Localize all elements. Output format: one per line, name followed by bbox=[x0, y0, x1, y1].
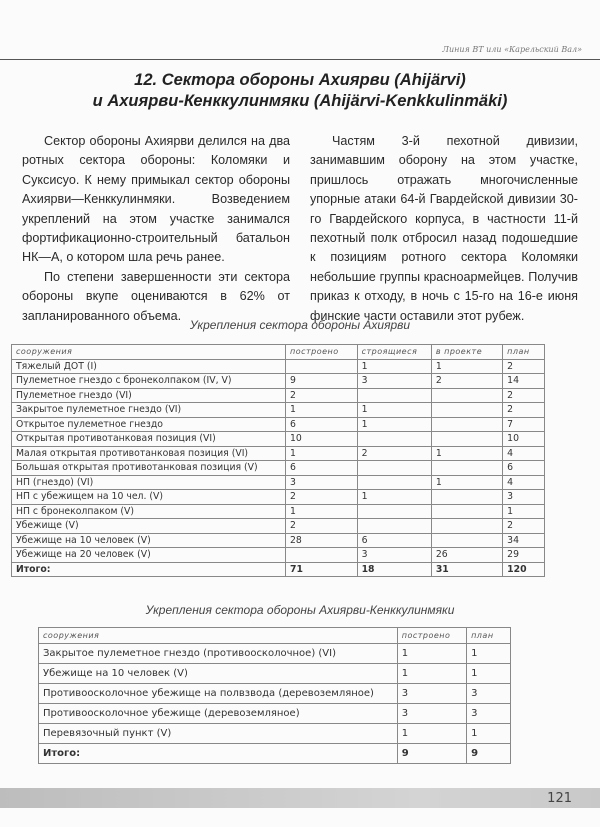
table-cell: 1 bbox=[467, 644, 511, 664]
table-cell: 6 bbox=[503, 461, 545, 476]
table-row bbox=[12, 533, 545, 548]
table-header-row bbox=[12, 345, 545, 360]
table-cell: 9 bbox=[285, 374, 357, 389]
table-cell: 3 bbox=[397, 704, 466, 724]
table1-caption: Укрепления сектора обороны Ахиярви bbox=[189, 318, 411, 332]
header-rule bbox=[0, 59, 600, 60]
table-cell: 1 bbox=[285, 504, 357, 519]
table-cell: НП с бронеколпаком (V) bbox=[12, 504, 286, 519]
table-cell: Большая открытая противотанковая позиция (V) bbox=[12, 461, 286, 476]
heading-line-2: и Ахиярви-Кенккулинмяки (Ahijärvi-Kenkkulinmäki) bbox=[92, 92, 508, 110]
table-cell bbox=[357, 519, 431, 534]
table-cell: 1 bbox=[357, 359, 431, 374]
table-row bbox=[12, 519, 545, 534]
table-cell: 10 bbox=[503, 432, 545, 447]
table-cell: Открытая противотанковая позиция (VI) bbox=[12, 432, 286, 447]
table-cell: 29 bbox=[503, 548, 545, 563]
table-row bbox=[12, 374, 545, 389]
table-cell: Итого: bbox=[39, 744, 398, 764]
table-row bbox=[12, 403, 545, 418]
table-cell: 14 bbox=[503, 374, 545, 389]
table-cell: 1 bbox=[467, 664, 511, 684]
table-cell: 10 bbox=[285, 432, 357, 447]
table-cell bbox=[357, 461, 431, 476]
table-cell: Убежище на 20 человек (V) bbox=[12, 548, 286, 563]
table-cell: 6 bbox=[285, 461, 357, 476]
table-cell bbox=[431, 533, 502, 548]
table-cell bbox=[357, 388, 431, 403]
table-cell: 2 bbox=[503, 388, 545, 403]
table-row bbox=[12, 388, 545, 403]
table-cell: 26 bbox=[431, 548, 502, 563]
table-row bbox=[39, 684, 511, 704]
table-row bbox=[12, 475, 545, 490]
table-cell: Закрытое пулеметное гнездо (VI) bbox=[12, 403, 286, 418]
table-cell: 6 bbox=[357, 533, 431, 548]
table-cell: Открытое пулеметное гнездо bbox=[12, 417, 286, 432]
table-cell: 71 bbox=[285, 562, 357, 577]
table-cell: 3 bbox=[467, 684, 511, 704]
table-cell: 1 bbox=[397, 644, 466, 664]
table-row bbox=[12, 417, 545, 432]
table-row bbox=[39, 664, 511, 684]
table-row bbox=[12, 432, 545, 447]
table-cell: 18 bbox=[357, 562, 431, 577]
table-cell: 3 bbox=[503, 490, 545, 505]
table-cell: 2 bbox=[285, 490, 357, 505]
table-total-row bbox=[39, 744, 511, 764]
table-cell: 2 bbox=[431, 374, 502, 389]
table-cell: 1 bbox=[357, 403, 431, 418]
table-cell: 6 bbox=[285, 417, 357, 432]
table-cell: Убежище (V) bbox=[12, 519, 286, 534]
text-column-left bbox=[22, 132, 290, 326]
table-cell bbox=[431, 403, 502, 418]
table-cell: 1 bbox=[467, 724, 511, 744]
heading-line-1: 12. Сектора обороны Ахиярви (Ahijärvi) bbox=[134, 71, 466, 89]
table-row bbox=[12, 359, 545, 374]
table-row bbox=[12, 504, 545, 519]
table-cell: 2 bbox=[285, 519, 357, 534]
table-row bbox=[12, 490, 545, 505]
table-cell: 1 bbox=[397, 724, 466, 744]
table-cell: Закрытое пулеметное гнездо (противоосколочное) (VI) bbox=[39, 644, 398, 664]
table-cell bbox=[357, 504, 431, 519]
table-cell: 1 bbox=[285, 403, 357, 418]
table-cell: 1 bbox=[431, 359, 502, 374]
paragraph: По степени завершенности эти сектора обороны вкупе оцениваются в 62% от запланированного объема. bbox=[22, 269, 290, 323]
table-cell: Итого: bbox=[12, 562, 286, 577]
text-column-right bbox=[310, 132, 578, 326]
table-header-row bbox=[39, 628, 511, 644]
table-cell bbox=[431, 504, 502, 519]
table-cell: Убежище на 10 человек (V) bbox=[12, 533, 286, 548]
table-cell: 1 bbox=[357, 417, 431, 432]
table-cell bbox=[431, 432, 502, 447]
footer-bar bbox=[0, 788, 600, 808]
table-cell bbox=[431, 519, 502, 534]
table-row bbox=[12, 446, 545, 461]
running-title: Линия ВТ или «Карельский Вал» bbox=[442, 45, 582, 54]
table-cell: 31 bbox=[431, 562, 502, 577]
table-cell: 1 bbox=[431, 475, 502, 490]
table-cell: 120 bbox=[503, 562, 545, 577]
table2-caption: Укрепления сектора обороны Ахиярви-Кенккулинмяки bbox=[145, 603, 455, 617]
table-cell bbox=[431, 417, 502, 432]
table-cell: 9 bbox=[397, 744, 466, 764]
fortifications-table-ahijarvi-kenkkulinmaki bbox=[38, 627, 511, 764]
table-cell: 1 bbox=[397, 664, 466, 684]
table-cell: 2 bbox=[503, 359, 545, 374]
table-cell: построено bbox=[397, 628, 466, 644]
table-cell: 4 bbox=[503, 446, 545, 461]
table-cell: сооружения bbox=[12, 345, 286, 360]
page-number: 121 bbox=[547, 791, 572, 806]
table-cell: Перевязочный пункт (V) bbox=[39, 724, 398, 744]
table-cell: 3 bbox=[467, 704, 511, 724]
fortifications-table-ahijarvi bbox=[11, 344, 545, 577]
table-cell: 3 bbox=[397, 684, 466, 704]
table-cell bbox=[431, 461, 502, 476]
table-cell: в проекте bbox=[431, 345, 502, 360]
table-cell: 1 bbox=[285, 446, 357, 461]
table-cell bbox=[285, 548, 357, 563]
table-cell: построено bbox=[285, 345, 357, 360]
table-cell: сооружения bbox=[39, 628, 398, 644]
table-cell: Противоосколочное убежище (деревоземляное) bbox=[39, 704, 398, 724]
table-cell: план bbox=[503, 345, 545, 360]
table-cell: 9 bbox=[467, 744, 511, 764]
table-cell: Малая открытая противотанковая позиция (VI) bbox=[12, 446, 286, 461]
table-cell: 3 bbox=[285, 475, 357, 490]
table-row bbox=[39, 704, 511, 724]
table-row bbox=[39, 724, 511, 744]
table-cell: 3 bbox=[357, 374, 431, 389]
table-cell: 34 bbox=[503, 533, 545, 548]
table-total-row bbox=[12, 562, 545, 577]
table-cell: 28 bbox=[285, 533, 357, 548]
table-cell: строящиеся bbox=[357, 345, 431, 360]
table-row bbox=[12, 548, 545, 563]
table-cell: 2 bbox=[503, 403, 545, 418]
paragraph: Сектор обороны Ахиярви делился на два ротных сектора обороны: Коломяки и Суксисуо. К нему примыкал сектор обороны Ахиярви—Кенккулинмяки. Возведением укреплений на этом участке занимался фортификационно-строительный батальон НК—А, о котором шла речь ранее. bbox=[22, 134, 290, 265]
table-cell bbox=[285, 359, 357, 374]
table-cell: 1 bbox=[503, 504, 545, 519]
table-cell: Пулеметное гнездо с бронеколпаком (IV, V) bbox=[12, 374, 286, 389]
paragraph: Частям 3-й пехотной дивизии, занимавшим оборону на этом участке, пришлось отражать многочисленные упорные атаки 64-й Гвардейской дивизии 30-го Гвардейского корпуса, в частности 11-й пехотный полк отбросил назад подошедшие к позициям ротного сектора Коломяки небольшие группы красноармейцев. Получив приказ к отходу, в ночь с 15-го на 16-е июня финские части оставили этот рубеж. bbox=[310, 134, 578, 323]
table-cell: 2 bbox=[503, 519, 545, 534]
table-cell: 1 bbox=[431, 446, 502, 461]
table-cell: НП с убежищем на 10 чел. (V) bbox=[12, 490, 286, 505]
table-cell: НП (гнездо) (VI) bbox=[12, 475, 286, 490]
table-cell bbox=[357, 475, 431, 490]
table-cell bbox=[431, 490, 502, 505]
table-cell: Убежище на 10 человек (V) bbox=[39, 664, 398, 684]
table-cell bbox=[431, 388, 502, 403]
table-cell: 7 bbox=[503, 417, 545, 432]
chapter-heading bbox=[0, 70, 600, 112]
table-cell: 3 bbox=[357, 548, 431, 563]
table-row bbox=[12, 461, 545, 476]
table-cell: 2 bbox=[285, 388, 357, 403]
table-row bbox=[39, 644, 511, 664]
table-cell: Пулеметное гнездо (VI) bbox=[12, 388, 286, 403]
table-cell: план bbox=[467, 628, 511, 644]
table-cell: 4 bbox=[503, 475, 545, 490]
table-cell: Противоосколочное убежище на полвзвода (деревоземляное) bbox=[39, 684, 398, 704]
table-cell: Тяжелый ДОТ (I) bbox=[12, 359, 286, 374]
table-cell: 1 bbox=[357, 490, 431, 505]
table-cell: 2 bbox=[357, 446, 431, 461]
table-cell bbox=[357, 432, 431, 447]
